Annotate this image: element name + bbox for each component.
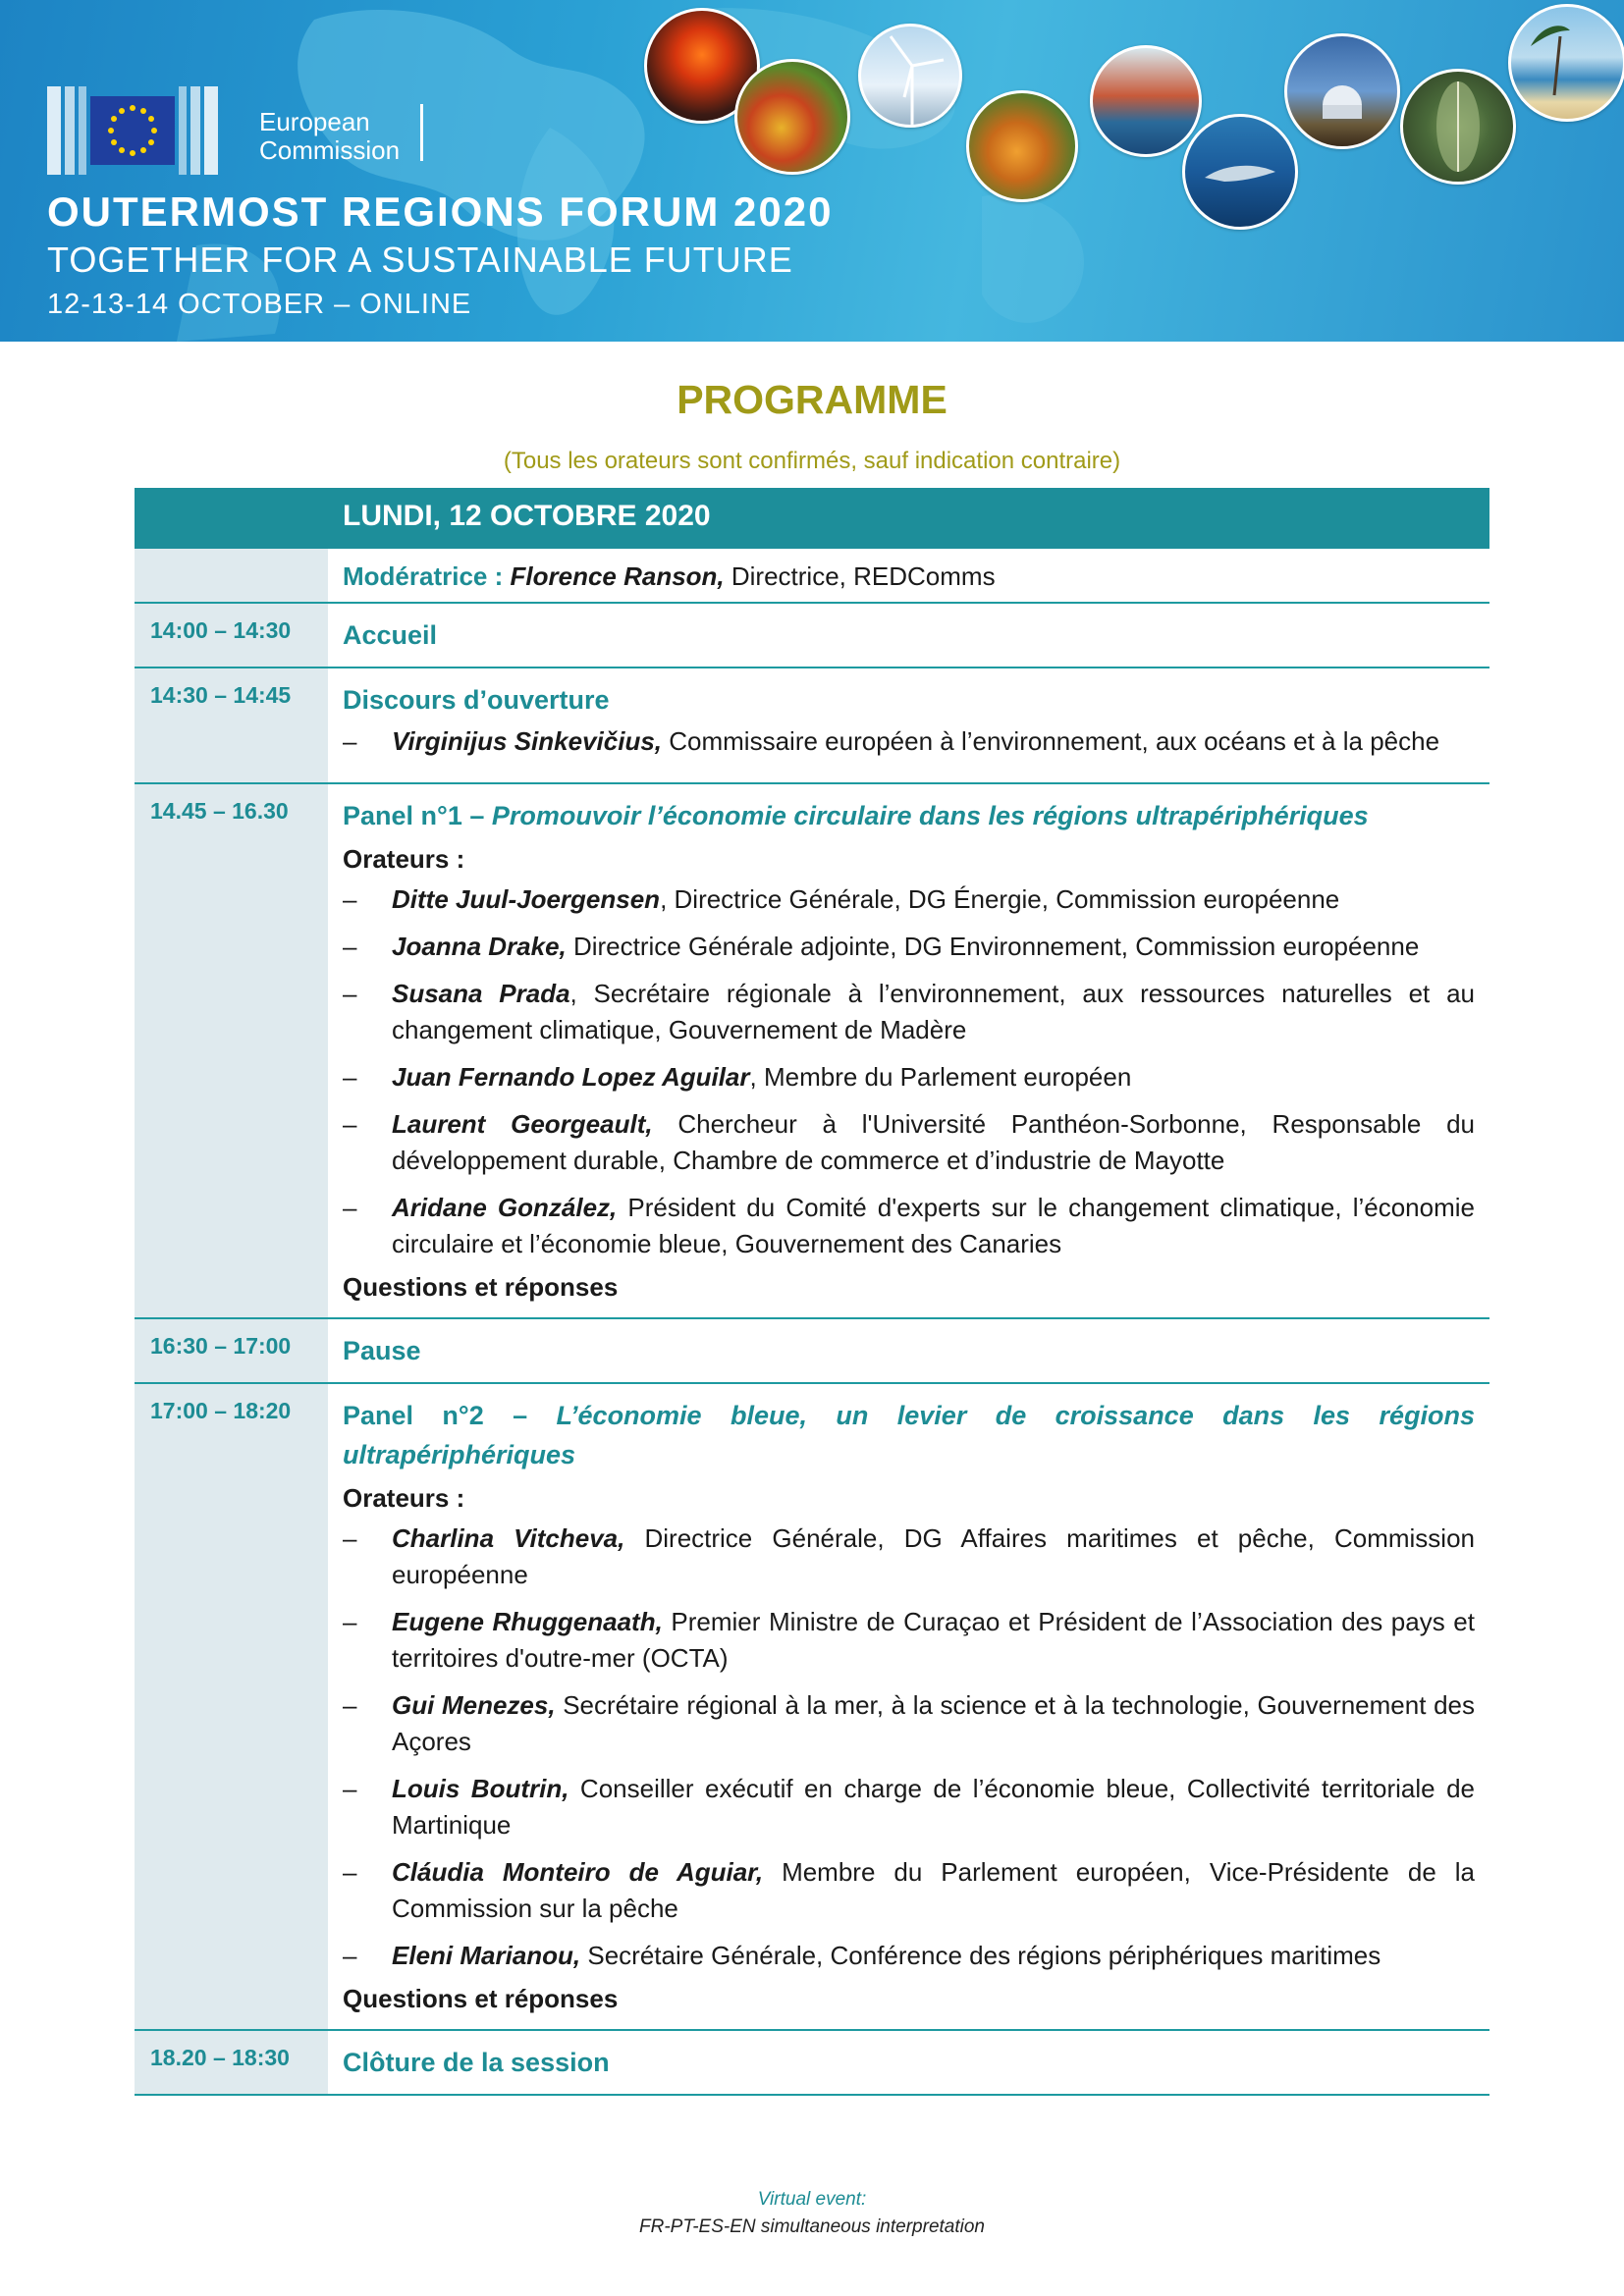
session-row-pause: [135, 1319, 1489, 1384]
session-content: [328, 2031, 1489, 2094]
session-time: 17:00 – 18:20: [135, 1384, 328, 2029]
panel-theme: L’économie bleue, un levier de croissance dans les régions ultrapériphériques: [343, 1401, 1475, 1469]
european-commission-wordmark: [259, 108, 400, 165]
fishing-boats-photo: [1090, 45, 1202, 157]
qa-label: Questions et réponses: [343, 1984, 619, 2013]
speaker-item: [343, 976, 1475, 1048]
speaker-name: Charlina Vitcheva,: [392, 1523, 625, 1553]
panel-label: Panel n°1 –: [343, 801, 492, 830]
speaker-item: [343, 723, 1475, 760]
speakers-label: Orateurs :: [343, 1483, 465, 1513]
speaker-role: , Membre du Parlement européen: [749, 1062, 1132, 1092]
panel-title: [343, 1396, 1475, 1474]
speaker-list: [343, 881, 1475, 1262]
org-line-2: Commission: [259, 135, 401, 165]
session-title: Clôture de la session: [343, 2048, 610, 2077]
session-title: Accueil: [343, 620, 438, 650]
session-time: 14:30 – 14:45: [135, 668, 328, 782]
footer-interpretation: FR-PT-ES-EN simultaneous interpretation: [639, 2216, 985, 2237]
speakers-label: Orateurs :: [343, 844, 465, 874]
speaker-item: [343, 1059, 1475, 1095]
session-time: 14:00 – 14:30: [135, 604, 328, 667]
session-time: 16:30 – 17:00: [135, 1319, 328, 1382]
programme-title: PROGRAMME: [677, 377, 947, 422]
forum-subtitle: TOGETHER FOR A SUSTAINABLE FUTURE: [47, 240, 793, 280]
moderator-label: Modératrice :: [343, 561, 511, 591]
dolphin-sea-photo: [1182, 114, 1298, 230]
moderator-row: [135, 549, 1489, 604]
speaker-item: [343, 881, 1475, 918]
speaker-item: [343, 1687, 1475, 1760]
qa-label: Questions et réponses: [343, 1272, 619, 1302]
speaker-role: Premier Ministre de Curaçao et Président de l’Association des pays et territoires d'outre-mer (OCTA): [392, 1607, 1475, 1673]
panel-label: Panel n°2 –: [343, 1401, 557, 1430]
speaker-name: Gui Menezes,: [392, 1690, 556, 1720]
speaker-item: [343, 1604, 1475, 1677]
beach-palm-photo: [1508, 4, 1624, 122]
speaker-name: Louis Boutrin,: [392, 1774, 569, 1803]
footer-virtual-event: Virtual event:: [757, 2189, 867, 2210]
speaker-role: Conseiller exécutif en charge de l’économie bleue, Collectivité territoriale de Martinique: [392, 1774, 1475, 1840]
speaker-name: Laurent Georgeault,: [392, 1109, 653, 1139]
wind-turbine-photo: [858, 24, 962, 128]
speaker-list: [343, 1521, 1475, 1974]
session-time: 18.20 – 18:30: [135, 2031, 328, 2094]
market-fruit-photo: [734, 59, 850, 175]
day-header-time-cell: [135, 488, 328, 549]
session-content: [328, 604, 1489, 667]
speaker-name: Aridane González,: [392, 1193, 618, 1222]
session-row-closing: [135, 2031, 1489, 2096]
programme-note: (Tous les orateurs sont confirmés, sauf indication contraire): [503, 448, 1121, 474]
forum-date: 12-13-14 OCTOBER – ONLINE: [47, 289, 472, 320]
speaker-role: Chercheur à l'Université Panthéon-Sorbonne, Responsable du développement durable, Chambre de commerce et d’industrie de Mayotte: [392, 1109, 1475, 1175]
speaker-role: , Secrétaire régionale à l’environnement, aux ressources naturelles et au changement climatique, Gouvernement de Madère: [392, 979, 1475, 1044]
speaker-name: Eugene Rhuggenaath,: [392, 1607, 663, 1636]
panel-theme: Promouvoir l’économie circulaire dans les régions ultrapériphériques: [491, 801, 1369, 830]
moderator-role: Directrice, REDComms: [724, 561, 996, 591]
forum-title: OUTERMOST REGIONS FORUM 2020: [47, 188, 834, 235]
speaker-item: [343, 1771, 1475, 1843]
speaker-role: Secrétaire Générale, Conférence des régions périphériques maritimes: [580, 1941, 1381, 1970]
session-title: Discours d’ouverture: [343, 685, 610, 715]
panel-title: [343, 796, 1475, 835]
session-time: 14.45 – 16.30: [135, 784, 328, 1317]
speaker-name: Virginijus Sinkevičius,: [392, 726, 663, 756]
speaker-name: Eleni Marianou,: [392, 1941, 581, 1970]
speaker-name: Susana Prada: [392, 979, 570, 1008]
speaker-item: [343, 1521, 1475, 1593]
speaker-item: [343, 1854, 1475, 1927]
leaf-plant-photo: [1400, 69, 1516, 185]
moderator-name: Florence Ranson,: [510, 561, 725, 591]
day-title: LUNDI, 12 OCTOBRE 2020: [328, 488, 1489, 549]
speaker-name: Ditte Juul-Joergensen: [392, 884, 661, 914]
day-header-row: [135, 488, 1489, 549]
speaker-name: Joanna Drake,: [392, 932, 567, 961]
org-line-1: European: [259, 107, 370, 136]
session-content: [328, 1384, 1489, 2029]
header-banner: [0, 0, 1624, 342]
session-row-welcome: [135, 604, 1489, 668]
session-row-panel-1: [135, 784, 1489, 1319]
speaker-item: [343, 1190, 1475, 1262]
speaker-role: Secrétaire régional à la mer, à la science et à la technologie, Gouvernement des Açores: [392, 1690, 1475, 1756]
speaker-role: Directrice Générale adjointe, DG Environnement, Commission européenne: [566, 932, 1420, 961]
moderator-time-cell: [135, 549, 328, 602]
speaker-role: Directrice Générale, DG Affaires maritimes et pêche, Commission européenne: [392, 1523, 1475, 1589]
session-content: [328, 1319, 1489, 1382]
speaker-item: [343, 1938, 1475, 1974]
speaker-list: [343, 723, 1475, 760]
speaker-role: Commissaire européen à l’environnement, aux océans et à la pêche: [662, 726, 1440, 756]
speaker-role: Membre du Parlement européen, Vice-Présidente de la Commission sur la pêche: [392, 1857, 1475, 1923]
programme-table: [135, 488, 1489, 2096]
tropical-fruit-photo: [966, 90, 1078, 202]
speaker-name: Juan Fernando Lopez Aguilar: [392, 1062, 750, 1092]
speaker-role: Président du Comité d'experts sur le changement climatique, l’économie circulaire et l’économie bleue, Gouvernement des Canaries: [392, 1193, 1475, 1258]
session-content: [328, 668, 1489, 782]
session-row-opening: [135, 668, 1489, 784]
moderator-line: [328, 549, 1489, 602]
session-row-panel-2: [135, 1384, 1489, 2031]
session-title: Pause: [343, 1336, 421, 1365]
observatory-photo: [1284, 33, 1400, 149]
speaker-role: , Directrice Générale, DG Énergie, Commission européenne: [660, 884, 1340, 914]
session-content: [328, 784, 1489, 1317]
speaker-item: [343, 929, 1475, 965]
speaker-name: Cláudia Monteiro de Aguiar,: [392, 1857, 764, 1887]
speaker-item: [343, 1106, 1475, 1179]
